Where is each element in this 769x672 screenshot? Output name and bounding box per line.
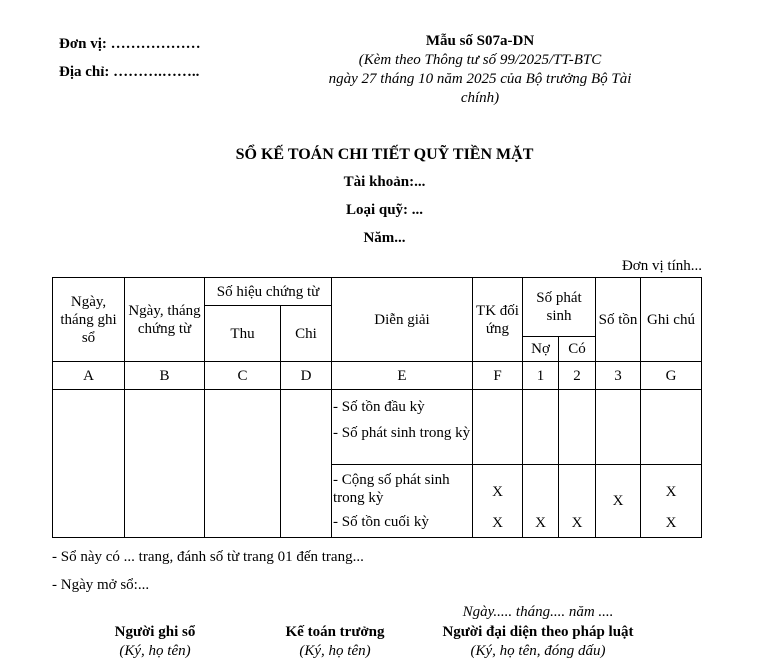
column-code-row: [53, 362, 702, 390]
year-line: Năm...: [363, 230, 406, 246]
cell-credit: X: [559, 465, 596, 538]
page-title: SỔ KẾ TOÁN CHI TIẾT QUỸ TIỀN MẶT: [235, 146, 534, 163]
cell-notes: X X: [641, 465, 702, 538]
fund-type-line: Loại quỹ: ...: [345, 202, 424, 218]
column-code: 3: [596, 362, 641, 390]
form-code-block: [290, 32, 670, 108]
header-record-date: Ngày, tháng ghi sổ: [53, 278, 125, 362]
header-voucher-number: Số hiệu chứng từ: [205, 278, 332, 306]
form-code: Mẫu số S07a-DN: [425, 33, 535, 49]
header-credit: Có: [559, 337, 596, 362]
column-code: B: [125, 362, 205, 390]
column-code: A: [53, 362, 125, 390]
cell-debit[interactable]: [523, 390, 559, 465]
cell-receipt[interactable]: [205, 390, 281, 538]
row-opening-balance: - Số tồn đầu kỳ: [333, 399, 425, 415]
row-total-incurred: - Cộng số phát sinh trong kỳ: [333, 472, 450, 506]
cell-voucher-date[interactable]: [125, 390, 205, 538]
column-code: G: [641, 362, 702, 390]
column-code: D: [281, 362, 332, 390]
signature-chief-accountant: Kế toán trưởng (Ký, họ tên): [285, 624, 385, 659]
signature-legal-representative: Người đại diện theo pháp luật (Ký, họ tên, đóng dấu): [442, 624, 634, 659]
header-amount-incurred: Số phát sinh: [523, 278, 596, 337]
column-code: E: [332, 362, 473, 390]
cell-payment[interactable]: [281, 390, 332, 538]
address-field: Địa chỉ: ……….……..: [59, 64, 200, 80]
unit-field: Đơn vị: ………………: [59, 36, 201, 52]
account-line: Tài khoản:...: [343, 174, 426, 190]
header-voucher-date: Ngày, tháng chứng từ: [125, 278, 205, 362]
header-notes: Ghi chú: [641, 278, 702, 362]
cell-description: [332, 390, 473, 465]
header-payment: Chi: [281, 306, 332, 362]
column-code: 2: [559, 362, 596, 390]
cell-contra-account: X X: [473, 465, 523, 538]
header-balance: Số tồn: [596, 278, 641, 362]
cell-record-date[interactable]: [53, 390, 125, 538]
row-incurred: - Số phát sinh trong kỳ: [333, 425, 471, 441]
column-code: C: [205, 362, 281, 390]
cell-balance: X: [596, 465, 641, 538]
cell-notes[interactable]: [641, 390, 702, 465]
header-description: Diễn giải: [332, 278, 473, 362]
form-reference-line2: ngày 27 tháng 10 năm 2025 của Bộ trưởng Bộ Tài: [328, 71, 632, 87]
form-reference-line3: chính): [460, 90, 500, 106]
table-row: [53, 390, 702, 465]
ledger-table: [52, 277, 702, 538]
cell-debit: X: [523, 465, 559, 538]
open-date-note: - Ngày mở sổ:...: [52, 577, 150, 593]
cell-description: [332, 465, 473, 538]
header-receipt: Thu: [205, 306, 281, 362]
header-debit: Nợ: [523, 337, 559, 362]
column-code: F: [473, 362, 523, 390]
cell-contra-account[interactable]: [473, 390, 523, 465]
row-closing-balance: - Số tồn cuối kỳ: [333, 514, 429, 530]
column-code: 1: [523, 362, 559, 390]
form-reference-line1: (Kèm theo Thông tư số 99/2025/TT-BTC: [358, 52, 602, 68]
unit-of-measure: Đơn vị tính...: [621, 258, 702, 274]
header-contra-account: TK đối ứng: [473, 278, 523, 362]
cell-balance[interactable]: [596, 390, 641, 465]
signature-date: Ngày..... tháng.... năm ....: [462, 604, 614, 620]
signature-bookkeeper: Người ghi sổ (Ký, họ tên): [114, 624, 196, 659]
pages-note: - Sổ này có ... trang, đánh số từ trang 01 đến trang...: [52, 549, 364, 565]
cell-credit[interactable]: [559, 390, 596, 465]
